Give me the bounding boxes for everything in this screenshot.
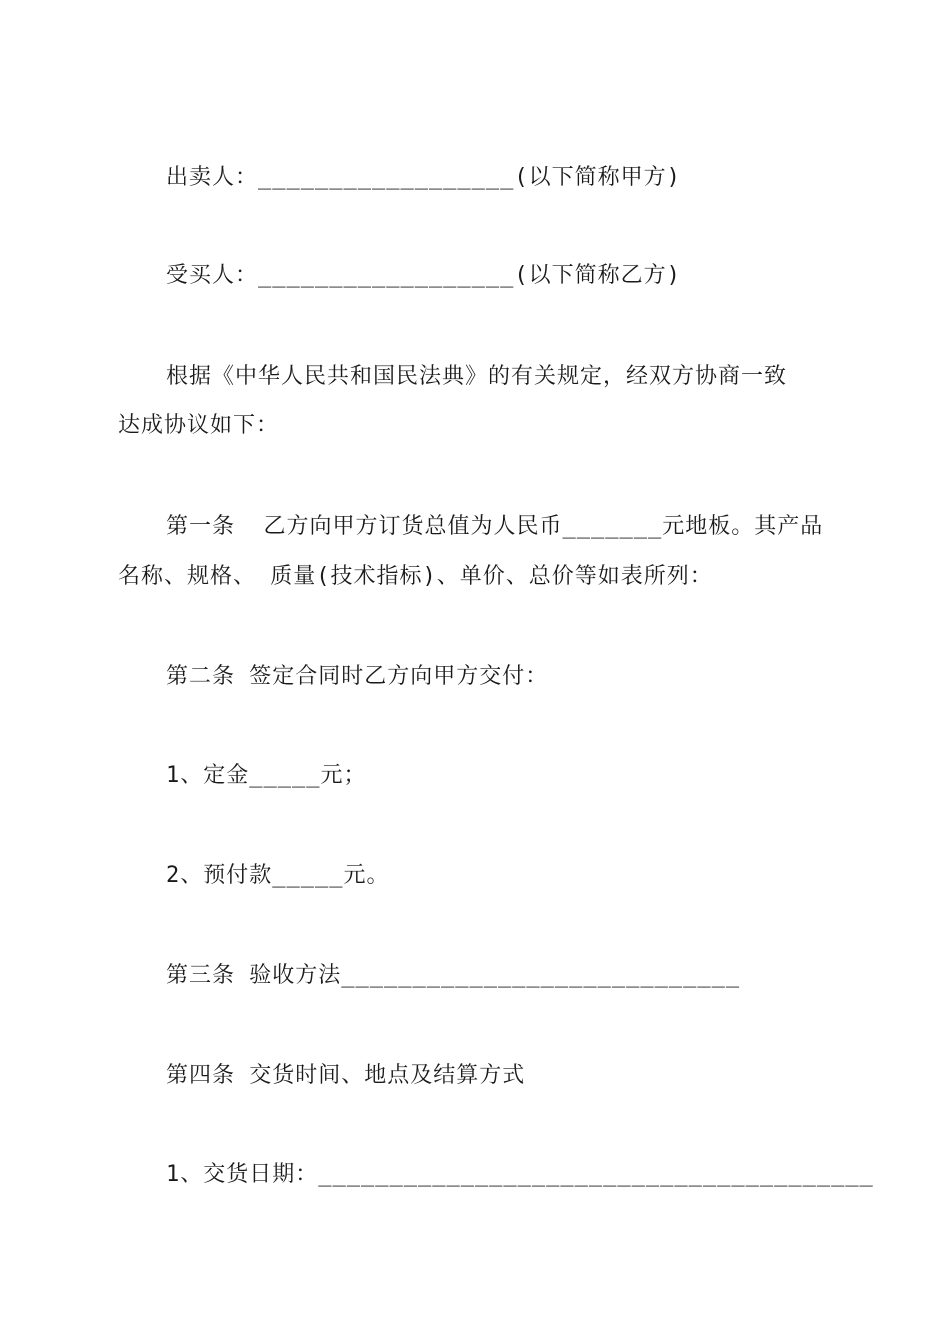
article-1-line-1: 第一条 乙方向甲方订货总值为人民币_______元地板。其产品	[166, 514, 824, 539]
article-4-heading: 第四条 交货时间、地点及结算方式	[166, 1063, 526, 1088]
intro-paragraph-line-2: 达成协议如下：	[118, 413, 280, 438]
article-3-line: 第三条 验收方法____________________________	[166, 963, 741, 988]
article-2-heading: 第二条 签定合同时乙方向甲方交付：	[166, 664, 549, 689]
intro-paragraph-line-1: 根据《中华人民共和国民法典》的有关规定，经双方协商一致	[166, 364, 788, 389]
article-1-line-2: 名称、规格、 质量(技术指标)、单价、总价等如表所列：	[118, 564, 713, 589]
buyer-line: 受买人：__________________(以下简称乙方)	[166, 263, 681, 288]
article-2-item-2: 2、预付款_____元。	[166, 863, 390, 888]
seller-line: 出卖人：__________________(以下简称甲方)	[166, 165, 681, 190]
article-2-item-1: 1、定金_____元；	[166, 763, 367, 788]
article-4-item-1: 1、交货日期：_______________________________________	[166, 1162, 874, 1187]
